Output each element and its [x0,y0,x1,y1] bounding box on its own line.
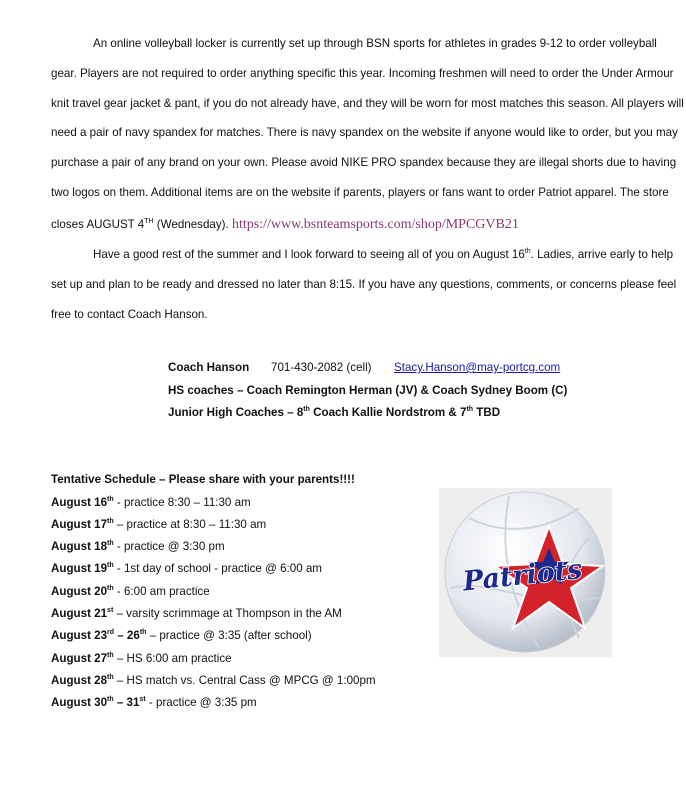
logo-text: Patriots [461,554,584,598]
paragraph-text: Have a good rest of the summer and I look forward to seeing all of you on August 16 [93,248,525,261]
paragraph-line: An online volleyball locker is currently set up through BSN sports for athletes in grades 9-12 to order volleyball [93,37,657,50]
paragraph-line: gear. Players are not required to order anything specific this year. Incoming freshmen will need to order the Under Armour [51,67,674,80]
schedule-item [51,562,322,575]
paragraph-line: purchase a pair of any brand on your own. Please avoid NIKE PRO spandex because they are illegal shorts due to having [51,156,677,169]
schedule-item [51,696,257,709]
coach-email-link[interactable]: Stacy.Hanson@may-portcg.com [394,361,561,374]
schedule-text: - practice 8:30 – 11:30 am [113,496,251,509]
schedule-text: – varsity scrimmage at Thompson in the AM [113,607,342,620]
schedule-date: August 27th [51,652,114,665]
schedule-item [51,496,251,509]
patriots-volleyball-logo [439,488,612,657]
store-close-text: closes AUGUST 4 [51,218,145,231]
schedule-text: - 6:00 am practice [113,585,210,598]
jh-text: TBD [473,406,501,419]
schedule-item [51,518,266,531]
paragraph-line-store-close [51,216,519,234]
schedule-date: August 30th – 31st [51,696,146,709]
schedule-item [51,540,225,553]
superscript: th [524,248,531,255]
paragraph-line: free to contact Coach Hanson. [51,308,208,321]
schedule-date: August 23rd – 26th [51,629,147,642]
paragraph-line: set up and plan to be ready and dressed no later than 8:15. If you have any questions, comments, or concerns please feel [51,278,677,291]
schedule-date: August 18th [51,540,114,553]
store-link[interactable]: https://www.bsnteamsports.com/shop/MPCGVB21 [231,217,519,232]
schedule-date: August 21st [51,607,114,620]
paragraph-line: two logos on them. Additional items are on the website if parents, players or fans want to order Patriot apparel. The store [51,186,669,199]
schedule-text: – practice @ 3:35 (after school) [146,629,312,642]
schedule-text: – practice at 8:30 – 11:30 am [113,518,267,531]
schedule-title: Tentative Schedule – Please share with your parents!!!! [51,473,355,486]
schedule-item [51,674,376,687]
superscript: TH [144,218,154,225]
schedule-text: – HS match vs. Central Cass @ MPCG @ 1:00pm [113,674,376,687]
paragraph-text: . Ladies, arrive early to help [530,248,674,261]
coach-phone: 701-430-2082 (cell) [271,361,372,374]
schedule-date: August 17th [51,518,114,531]
paragraph-line: knit travel gear jacket & pant, if you do not already have, and they will be worn for most matches this season. All players will [51,97,684,110]
coach-name: Coach Hanson [168,361,250,374]
hs-coaches: HS coaches – Coach Remington Herman (JV) & Coach Sydney Boom (C) [168,384,568,397]
schedule-text: - practice @ 3:30 pm [113,540,225,553]
schedule-date: August 19th [51,562,114,575]
store-close-day: (Wednesday). [153,218,232,231]
schedule-date: August 28th [51,674,114,687]
schedule-date: August 16th [51,496,114,509]
paragraph-line [93,248,673,262]
schedule-text: – HS 6:00 am practice [113,652,232,665]
schedule-item [51,585,210,598]
schedule-item [51,652,232,665]
jh-text: Junior High Coaches – 8 [168,406,304,419]
paragraph-line: need a pair of navy spandex for matches. There is navy spandex on the website if anyone would like to order, but you may [51,126,678,139]
schedule-item [51,607,342,620]
volleyball-icon [439,488,612,657]
jh-coaches [168,406,500,419]
schedule-text: - 1st day of school - practice @ 6:00 am [113,562,322,575]
schedule-text: - practice @ 3:35 pm [145,696,257,709]
superscript: th [303,406,310,413]
schedule-date: August 20th [51,585,114,598]
jh-text: Coach Kallie Nordstrom & 7 [309,406,467,419]
schedule-item [51,629,312,642]
superscript: th [466,406,474,413]
